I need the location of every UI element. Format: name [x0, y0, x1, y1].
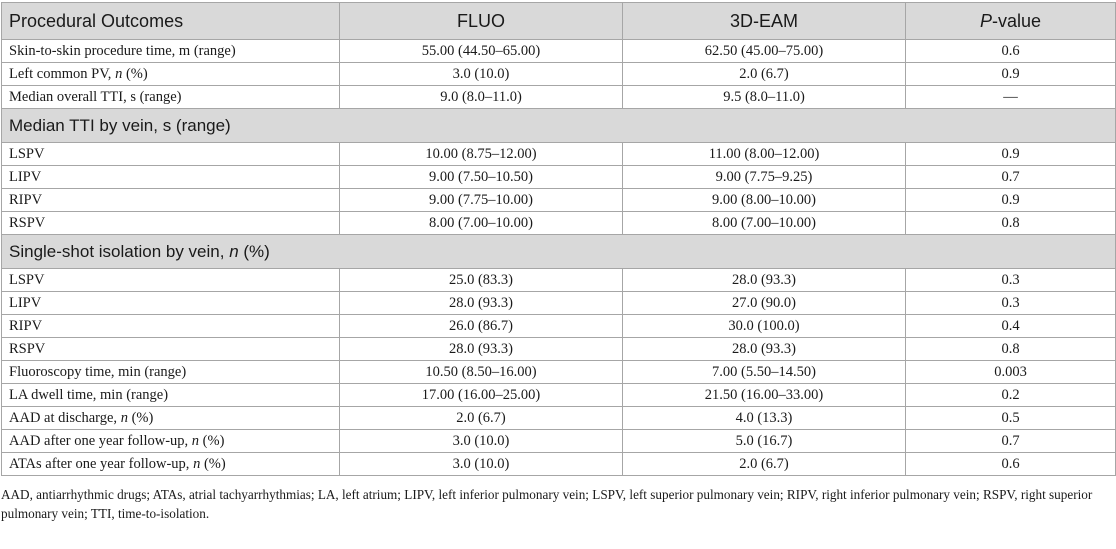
p-suffix: -value: [991, 10, 1042, 31]
table-row: [2, 40, 1116, 63]
row-label: [2, 407, 340, 430]
p-value: 0.003: [906, 361, 1116, 384]
row-label: LIPV: [2, 292, 340, 315]
row-label: [2, 63, 340, 86]
fluo-value: 9.0 (8.0–11.0): [340, 86, 623, 109]
p-value: 0.7: [906, 166, 1116, 189]
eam-value: 27.0 (90.0): [623, 292, 906, 315]
p-value: 0.9: [906, 63, 1116, 86]
header-p-value: [906, 3, 1116, 40]
section-title: [2, 235, 1116, 269]
fluo-value: 10.50 (8.50–16.00): [340, 361, 623, 384]
row-label: RIPV: [2, 189, 340, 212]
table-header-row: [2, 3, 1116, 40]
label-n: n: [191, 432, 200, 449]
p-value: 0.2: [906, 384, 1116, 407]
eam-value: 2.0 (6.7): [623, 453, 906, 476]
fluo-value: 28.0 (93.3): [340, 338, 623, 361]
p-value: 0.3: [906, 292, 1116, 315]
label-text: (%): [200, 455, 226, 472]
row-label: RIPV: [2, 315, 340, 338]
eam-value: 9.5 (8.0–11.0): [623, 86, 906, 109]
eam-value: 21.50 (16.00–33.00): [623, 384, 906, 407]
p-value: 0.8: [906, 212, 1116, 235]
eam-value: 9.00 (7.75–9.25): [623, 166, 906, 189]
header-procedural-outcomes: Procedural Outcomes: [2, 3, 340, 40]
p-value: 0.4: [906, 315, 1116, 338]
eam-value: 2.0 (6.7): [623, 63, 906, 86]
p-value: 0.9: [906, 143, 1116, 166]
p-value: 0.8: [906, 338, 1116, 361]
procedural-outcomes-table: [1, 2, 1116, 476]
eam-value: 8.00 (7.00–10.00): [623, 212, 906, 235]
eam-value: 5.0 (16.7): [623, 430, 906, 453]
p-value: 0.7: [906, 430, 1116, 453]
fluo-value: 3.0 (10.0): [340, 430, 623, 453]
fluo-value: 3.0 (10.0): [340, 63, 623, 86]
p-value: 0.6: [906, 40, 1116, 63]
p-italic: P: [979, 10, 992, 31]
label-text: (%): [127, 409, 154, 426]
row-label: LA dwell time, min (range): [2, 384, 340, 407]
table-row: [2, 361, 1116, 384]
label-text: AAD after one year follow-up,: [9, 432, 192, 449]
fluo-value: 25.0 (83.3): [340, 269, 623, 292]
table-row: [2, 189, 1116, 212]
eam-value: 30.0 (100.0): [623, 315, 906, 338]
row-label: [2, 453, 340, 476]
p-value: 0.6: [906, 453, 1116, 476]
row-label: [2, 430, 340, 453]
row-label: Skin-to-skin procedure time, m (range): [2, 40, 340, 63]
table-row: [2, 63, 1116, 86]
row-label: LSPV: [2, 269, 340, 292]
section-title-text: Single-shot isolation by vein,: [9, 241, 230, 261]
label-text: (%): [122, 65, 148, 82]
eam-value: 7.00 (5.50–14.50): [623, 361, 906, 384]
table-row: [2, 166, 1116, 189]
p-value: 0.3: [906, 269, 1116, 292]
fluo-value: 55.00 (44.50–65.00): [340, 40, 623, 63]
row-label: Median overall TTI, s (range): [2, 86, 340, 109]
label-text: Left common PV,: [9, 65, 116, 82]
header-3d-eam: 3D-EAM: [623, 3, 906, 40]
eam-value: 28.0 (93.3): [623, 338, 906, 361]
table-row: [2, 143, 1116, 166]
table-row: [2, 315, 1116, 338]
fluo-value: 2.0 (6.7): [340, 407, 623, 430]
table-row: [2, 86, 1116, 109]
label-text: AAD at discharge,: [9, 409, 121, 426]
fluo-value: 28.0 (93.3): [340, 292, 623, 315]
section-header-median-tti: [2, 109, 1116, 143]
table-row: [2, 453, 1116, 476]
table-row: [2, 407, 1116, 430]
p-value: 0.5: [906, 407, 1116, 430]
eam-value: 62.50 (45.00–75.00): [623, 40, 906, 63]
p-value: 0.9: [906, 189, 1116, 212]
section-title-n: n: [229, 241, 239, 261]
table-row: [2, 269, 1116, 292]
label-n: n: [115, 65, 123, 82]
row-label: Fluoroscopy time, min (range): [2, 361, 340, 384]
table-row: [2, 338, 1116, 361]
fluo-value: 3.0 (10.0): [340, 453, 623, 476]
label-text: (%): [199, 432, 225, 449]
fluo-value: 9.00 (7.50–10.50): [340, 166, 623, 189]
section-header-single-shot: [2, 235, 1116, 269]
fluo-value: 26.0 (86.7): [340, 315, 623, 338]
section-title: Median TTI by vein, s (range): [2, 109, 1116, 143]
row-label: LIPV: [2, 166, 340, 189]
table-footnote: AAD, antiarrhythmic drugs; ATAs, atrial tachyarrhythmias; LA, left atrium; LIPV, left inferior pulmonary vein; LSPV, left superior pulmonary vein; RIPV, right inferior pulmonary vein; RSPV, right superior pulmonary vein; TTI, time-to-isolation.: [1, 487, 1093, 521]
eam-value: 28.0 (93.3): [623, 269, 906, 292]
label-text: ATAs after one year follow-up,: [9, 455, 194, 472]
label-n: n: [120, 409, 128, 426]
p-value: —: [906, 86, 1116, 109]
eam-value: 11.00 (8.00–12.00): [623, 143, 906, 166]
header-fluo: FLUO: [340, 3, 623, 40]
eam-value: 9.00 (8.00–10.00): [623, 189, 906, 212]
table-row: [2, 384, 1116, 407]
section-title-text: (%): [238, 241, 270, 261]
fluo-value: 9.00 (7.75–10.00): [340, 189, 623, 212]
table-row: [2, 292, 1116, 315]
table-row: [2, 212, 1116, 235]
label-n: n: [193, 455, 201, 472]
eam-value: 4.0 (13.3): [623, 407, 906, 430]
row-label: RSPV: [2, 338, 340, 361]
fluo-value: 8.00 (7.00–10.00): [340, 212, 623, 235]
fluo-value: 17.00 (16.00–25.00): [340, 384, 623, 407]
fluo-value: 10.00 (8.75–12.00): [340, 143, 623, 166]
table-row: [2, 430, 1116, 453]
row-label: LSPV: [2, 143, 340, 166]
row-label: RSPV: [2, 212, 340, 235]
